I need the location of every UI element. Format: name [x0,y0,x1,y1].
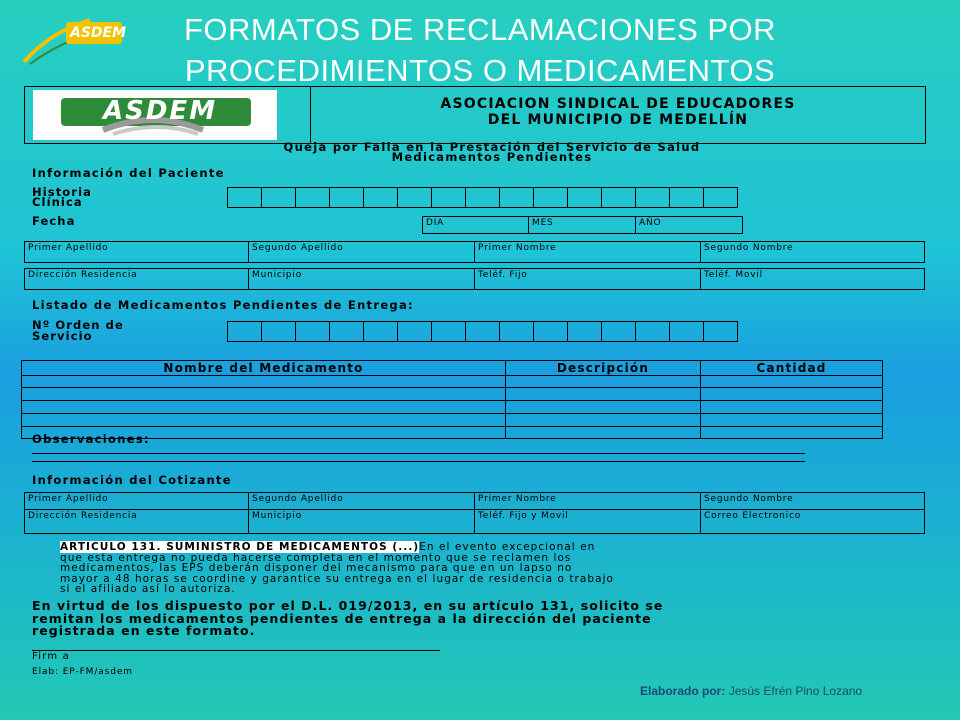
table-row [22,414,883,427]
cotizante-correo[interactable]: Correo Electronico [701,510,925,534]
request-paragraph [32,600,952,638]
cotizante-section-title: Información del Cotizante [32,473,232,487]
signature-line[interactable] [32,650,440,651]
article-line5: si el afiliado así lo autoriza. [60,583,236,595]
observations-label: Observaciones: [32,432,150,446]
credit-label: Elaborado por: [640,684,726,698]
fecha-label: Fecha [32,214,76,228]
signature-label: Firm a [32,651,70,662]
cotizante-primer-apellido[interactable]: Primer Apellido [25,493,249,510]
observations-line-1[interactable] [32,453,805,454]
form-logo-box [24,86,311,144]
table-row [22,388,883,401]
article-heading: ARTICULO 131. SUMINISTRO DE MEDICAMENTOS (...) [60,541,420,553]
meds-table [21,360,883,439]
observations-line-2[interactable] [32,461,805,462]
meds-header-cantidad: Cantidad [701,361,883,376]
patient-primer-apellido[interactable]: Primer Apellido [25,242,249,263]
cotizante-direccion[interactable]: Dirección Residencia [25,510,249,534]
slide-title-line1: FORMATOS DE RECLAMACIONES POR [183,12,777,47]
slide-title-line2: PROCEDIMIENTOS O MEDICAMENTOS [184,53,776,88]
patient-segundo-apellido[interactable]: Segundo Apellido [249,242,475,263]
article-line3: medicamentos, las EPS deberán disponer del mecanismo para que en un lapso no [60,562,573,574]
orden-label-2: Servicio [32,329,93,343]
cotizante-primer-nombre[interactable]: Primer Nombre [475,493,701,510]
request-line2: remitan los medicamentos pendientes de entrega a la dirección del paciente [32,610,652,626]
patient-segundo-nombre[interactable]: Segundo Nombre [701,242,925,263]
form-logo [33,90,277,140]
patient-direccion[interactable]: Dirección Residencia [25,269,249,290]
cotizante-telefono[interactable]: Teléf. Fijo y Movil [475,510,701,534]
org-name-line2: DEL MUNICIPIO DE MEDELLÍN [487,112,749,128]
form-code-label: Elab: EP-FM/asdem [32,667,133,677]
form-subject-line2: Medicamentos Pendientes [391,150,593,164]
orden-servicio-boxes[interactable] [227,321,738,342]
article-line1-rest: En el evento excepcional en [419,541,596,553]
meds-header-descripcion: Descripción [506,361,701,376]
fecha-dia[interactable]: DIA [423,217,529,234]
table-row [22,427,883,439]
patient-table [24,241,925,290]
patient-telefono-movil[interactable]: Teléf. Movil [701,269,925,290]
orden-label-1: Nº Orden de [32,318,124,332]
form-subject-line1: Queja por Falla en la Prestación del Servicio de Salud [283,140,701,154]
historia-label-2: Clínica [32,195,83,209]
fecha-ano[interactable]: AÑO [636,217,743,234]
article-131 [60,542,920,595]
cotizante-municipio[interactable]: Municipio [249,510,475,534]
patient-municipio[interactable]: Municipio [249,269,475,290]
historia-clinica-boxes[interactable] [227,187,738,208]
org-name-line1: ASOCIACION SINDICAL DE EDUCADORES [440,96,796,112]
article-line4: mayor a 48 horas se coordine y garantice su entrega en el lugar de residencia o trabajo [60,572,615,585]
request-line1: En virtud de los dispuesto por el D.L. 019/2013, en su artículo 131, solicito se [32,598,664,613]
table-row [22,401,883,414]
patient-primer-nombre[interactable]: Primer Nombre [475,242,701,263]
table-row [22,376,883,388]
cotizante-table [24,492,925,534]
credit-author: Jesús Efrén Pino Lozano [728,684,863,698]
cotizante-segundo-nombre[interactable]: Segundo Nombre [701,493,925,510]
patient-telefono-fijo[interactable]: Teléf. Fijo [475,269,701,290]
patient-section-title: Información del Paciente [32,166,225,180]
meds-section-title: Listado de Medicamentos Pendientes de Entrega: [32,298,414,312]
meds-header-nombre: Nombre del Medicamento [22,361,506,376]
corner-logo-text: ASDEM [70,25,127,41]
cotizante-segundo-apellido[interactable]: Segundo Apellido [249,493,475,510]
credit [640,684,862,698]
form-logo-text: ASDEM [103,96,218,126]
request-line3: registrada en este formato. [32,623,256,638]
form-org-box [310,86,926,144]
fecha-mes[interactable]: MES [529,217,636,234]
article-line2: que esta entrega no pueda hacerse completa en el momento que se reclamen los [60,551,572,564]
historia-label-1: Historia [32,185,92,199]
fecha-table [422,216,743,234]
